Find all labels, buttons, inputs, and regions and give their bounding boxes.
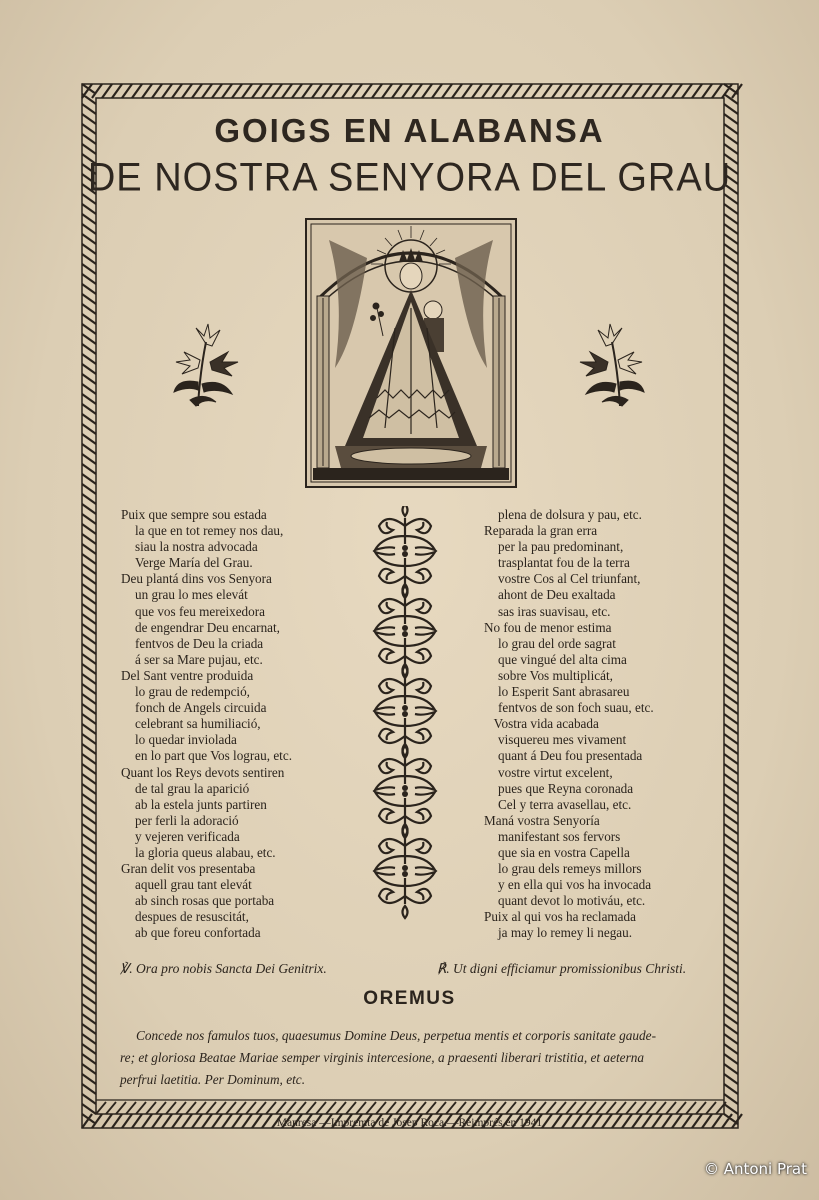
fleuron-ornaments-column <box>360 506 450 946</box>
fleuron-icon <box>375 711 435 758</box>
verse-line: visquereu mes vivament <box>498 732 627 748</box>
imprint-line: Manresa —Impremta de Josep Roca.—Reimprés en 1941 <box>276 1117 543 1129</box>
prayer-line: re; et gloriosa Beatae Mariae semper virginis intercesione, a praesenti liberari tristitia, et aeterna <box>120 1050 645 1065</box>
verse-line: vostre Cos al Cel triunfant, <box>498 571 641 587</box>
verse-line: sobre Vos multiplicát, <box>498 667 613 683</box>
verses-right-column <box>484 507 654 942</box>
verse-line: en lo part que Vos lograu, etc. <box>135 748 292 764</box>
verse-line: Maná vostra Senyoría <box>484 812 600 828</box>
verse-line: lo grau del orde sagrat <box>498 635 616 651</box>
verse-line: ab que foreu confortada <box>135 925 261 941</box>
prayer-text <box>120 1025 700 1091</box>
verse-line: ab sinch rosas que portaba <box>135 893 275 909</box>
fleuron-icon <box>375 631 435 678</box>
title-line-2: DE NOSTRA SENYORA DEL GRAU <box>87 155 732 201</box>
verse-line: un grau lo mes elevát <box>135 587 248 603</box>
fleuron-icon <box>375 584 435 631</box>
fleuron-icon <box>375 506 435 551</box>
verse-line: que sia en vostra Capella <box>498 844 630 860</box>
verse-line: que vos feu mereixedora <box>135 603 265 619</box>
verse-line: la gloria queus alabau, etc. <box>135 844 276 860</box>
verse-line: pues que Reyna coronada <box>498 780 634 796</box>
verse-line: aquell grau tant elevát <box>135 877 252 893</box>
verse-line: lo grau de redempció, <box>135 684 250 700</box>
copyright-watermark: © Antoni Prat <box>703 1160 807 1178</box>
verse-line: Gran delit vos presentaba <box>121 861 256 877</box>
verse-line: Vostra vida acabada <box>484 716 599 732</box>
verse-line: y vejeren verificada <box>135 828 240 844</box>
verse-line: trasplantat fou de la terra <box>498 555 630 571</box>
verse-line: celebrant sa humiliació, <box>135 716 261 732</box>
verse-line: lo quedar inviolada <box>135 732 237 748</box>
title-line-1: GOIGS EN ALABANSA <box>214 112 605 149</box>
prayer-line: Concede nos famulos tuos, quaesumus Domine Deus, perpetua mentis et corporis sanitate gaude- <box>136 1028 657 1043</box>
verse-line: Reparada la gran erra <box>484 523 598 539</box>
verse-line: sas iras suavisau, etc. <box>498 603 611 619</box>
response-text: ℟. Ut digni efficiamur promissionibus Christi. <box>437 961 687 976</box>
verses-left-column <box>121 507 292 942</box>
lily-flower-left-icon <box>170 322 244 410</box>
fleuron-icon <box>375 824 435 871</box>
verse-line: per la pau predominant, <box>498 539 624 555</box>
verse-line: Cel y terra avasellau, etc. <box>498 796 632 812</box>
verse-line: y en ella qui vos ha invocada <box>498 877 652 893</box>
verse-line: lo Esperit Sant abrasareu <box>498 684 630 700</box>
verse-line: fonch de Angels circuida <box>135 700 267 716</box>
verse-line: lo grau dels remeys millors <box>498 861 642 877</box>
verse-line: manifestant sos fervors <box>498 828 621 844</box>
verse-line: ja may lo remey li negau. <box>498 925 633 941</box>
verse-line: plena de dolsura y pau, etc. <box>498 507 642 522</box>
lily-flower-right-icon <box>574 322 648 410</box>
verse-line: quant á Deu fou presentada <box>498 748 643 764</box>
verse-line: fentvos de son foch suau, etc. <box>498 700 654 716</box>
verse-line: á ser sa Mare pujau, etc. <box>135 651 263 667</box>
verse-line: No fou de menor estima <box>484 619 612 635</box>
verse-line: Deu plantá dins vos Senyora <box>121 571 272 587</box>
virgin-and-child-woodcut-icon <box>305 218 517 488</box>
verse-line: la que en tot remey nos dau, <box>135 523 284 539</box>
fleuron-icon <box>375 551 435 598</box>
verse-line: Del Sant ventre produida <box>121 667 254 683</box>
verse-line: quant devot lo motiváu, etc. <box>498 893 646 909</box>
verse-line: de tal grau la aparició <box>135 780 250 796</box>
verse-line: que vingué del alta cima <box>498 651 627 667</box>
verse-line: Puix que sempre sou estada <box>121 507 267 522</box>
verse-line: Verge María del Grau. <box>135 555 253 571</box>
verse-line: vostre virtut excelent, <box>498 764 613 780</box>
verse-line: de engendrar Deu encarnat, <box>135 619 280 635</box>
verse-line: Quant los Reys devots sentiren <box>121 764 285 780</box>
fleuron-icon <box>375 664 435 711</box>
verse-line: ab la estela junts partiren <box>135 796 267 812</box>
verse-line: despues de resuscitát, <box>135 909 249 925</box>
verse-line: per ferli la adoració <box>135 812 239 828</box>
oremus-heading: OREMUS <box>363 988 456 1009</box>
verse-line: Puix al qui vos ha reclamada <box>484 909 636 925</box>
verse-line: ahont de Deu exaltada <box>498 587 616 603</box>
prayer-line: perfrui laetitia. Per Dominum, etc. <box>120 1072 306 1087</box>
fleuron-icon <box>375 791 435 838</box>
verse-line: siau la nostra advocada <box>135 539 258 555</box>
verse-line: fentvos de Deu la criada <box>135 635 264 651</box>
fleuron-icon <box>375 871 435 918</box>
fleuron-icon <box>375 744 435 791</box>
versicle-text: ℣. Ora pro nobis Sancta Dei Genitrix. <box>120 961 327 976</box>
